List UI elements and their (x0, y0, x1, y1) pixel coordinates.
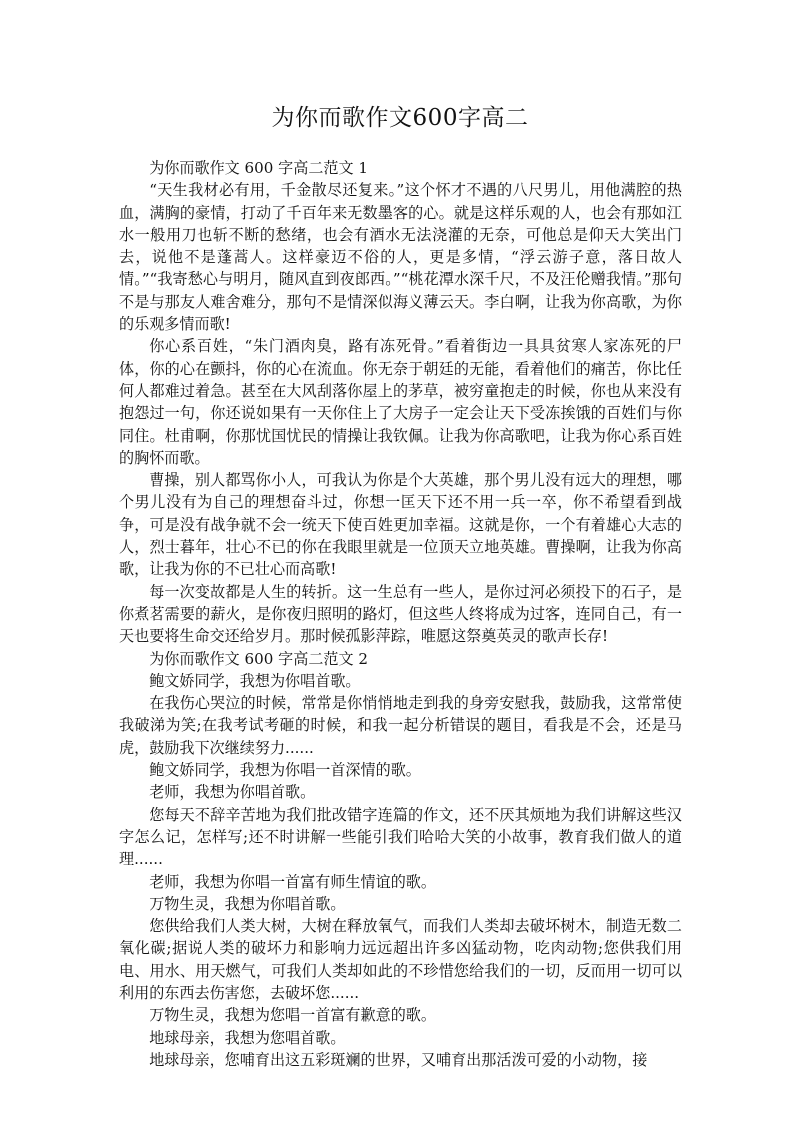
paragraph: 地球母亲，您哺育出这五彩斑斓的世界，又哺育出那活泼可爱的小动物，接 (149, 1050, 648, 1069)
paragraph: 万物生灵，我想为你唱首歌。 (149, 894, 346, 913)
paragraph: 在我伤心哭泣的时候，常常是你悄悄地走到我的身旁安慰我，鼓励我，这常常使我破涕为笑;在我考试考砸的时候，和我一起分析错误的题目，看我是不会，还是马虎，鼓励我下次继续努力...... (119, 694, 682, 757)
paragraph: 鲍文娇同学，我想为你唱首歌。 (149, 671, 361, 690)
paragraph: “天生我材必有用，千金散尽还复来。”这个怀才不遇的八尺男儿，用他满腔的热血，满胸的豪情，打动了千百年来无数墨客的心。就是这样乐观的人，也会有那如江水一般用刀也斩不断的愁绪，也会有酒水无法浇灌的无奈，可他总是仰天大笑出门去，说他不是蓬蒿人。这样豪迈不俗的人，更是多情，“浮云游子意，落日故人情。”“我寄愁心与明月，随风直到夜郎西。”“桃花潭水深千尺，不及汪伦赠我情。”那句不是与那友人难舍难分，那句不是情深似海义薄云天。李白啊，让我为你高歌，为你的乐观多情而歌! (119, 181, 682, 334)
paragraph: 你心系百姓，“朱门酒肉臭，路有冻死骨。”看着街边一具具贫寒人家冻死的尸体，你的心在颤抖，你的心在流血。你无奈于朝廷的无能，看着他们的痛苦，你比任何人都难过着急。甚至在大风刮落你屋上的茅草，被穷童抱走的时候，你也从来没有抱怨过一句，你还说如果有一天你住上了大房子一定会让天下受冻挨饿的百姓们与你同住。杜甫啊，你那忧国忧民的情操让我钦佩。让我为你高歌吧，让我为你心系百姓的胸怀而歌。 (119, 337, 682, 467)
paragraph: 您每天不辞辛苦地为我们批改错字连篇的作文，还不厌其烦地为我们讲解这些汉字怎么记，怎样写;还不时讲解一些能引我们哈哈大笑的小故事，教育我们做人的道理...... (119, 805, 682, 869)
paragraph: 您供给我们人类大树，大树在释放氧气，而我们人类却去破坏树木，制造无数二氧化碳;据说人类的破坏力和影响力远远超出许多凶猛动物，吃肉动物;您供我们用电、用水、用天燃气，可我们人类却如此的不珍惜您给我们的一切，反而用一切可以利用的东西去伤害您，去破坏您...... (119, 917, 682, 1002)
paragraph: 曹操，别人都骂你小人，可我认为你是个大英雄，那个男儿没有远大的理想，哪个男儿没有为自己的理想奋斗过，你想一匡天下还不用一兵一卒，你不希望看到战争，可是没有战争就不会一统天下使百姓更加幸福。这就是你，一个有着雄心大志的人，烈士暮年，壮心不已的你在我眼里就是一位顶天立地英雄。曹操啊，让我为你高歌，让我为你的不已壮心而高歌! (119, 471, 682, 579)
document-body (119, 157, 682, 1071)
document-title: 为你而歌作文600字高二 (271, 105, 529, 131)
paragraph: 鲍文娇同学，我想为你唱一首深情的歌。 (149, 761, 421, 780)
paragraph: 老师，我想为你唱首歌。 (149, 783, 316, 802)
paragraph: 万物生灵，我想为您唱一首富有歉意的歌。 (149, 1006, 436, 1025)
section-heading-2: 为你而歌作文 600 字高二范文 2 (149, 649, 369, 668)
paragraph: 老师，我想为你唱一首富有师生情谊的歌。 (149, 872, 436, 891)
paragraph: 每一次变故都是人生的转折。这一生总有一些人，是你过河必须投下的石子，是你煮茗需要的薪火，是你夜归照明的路灯，但这些人终将成为过客，连同自己，有一天也要将生命交还给岁月。那时候孤影萍踪，唯愿这祭奠英灵的歌声长存! (119, 582, 682, 646)
paragraph: 地球母亲，我想为您唱首歌。 (149, 1028, 346, 1047)
section-heading-1: 为你而歌作文 600 字高二范文 1 (149, 159, 369, 177)
